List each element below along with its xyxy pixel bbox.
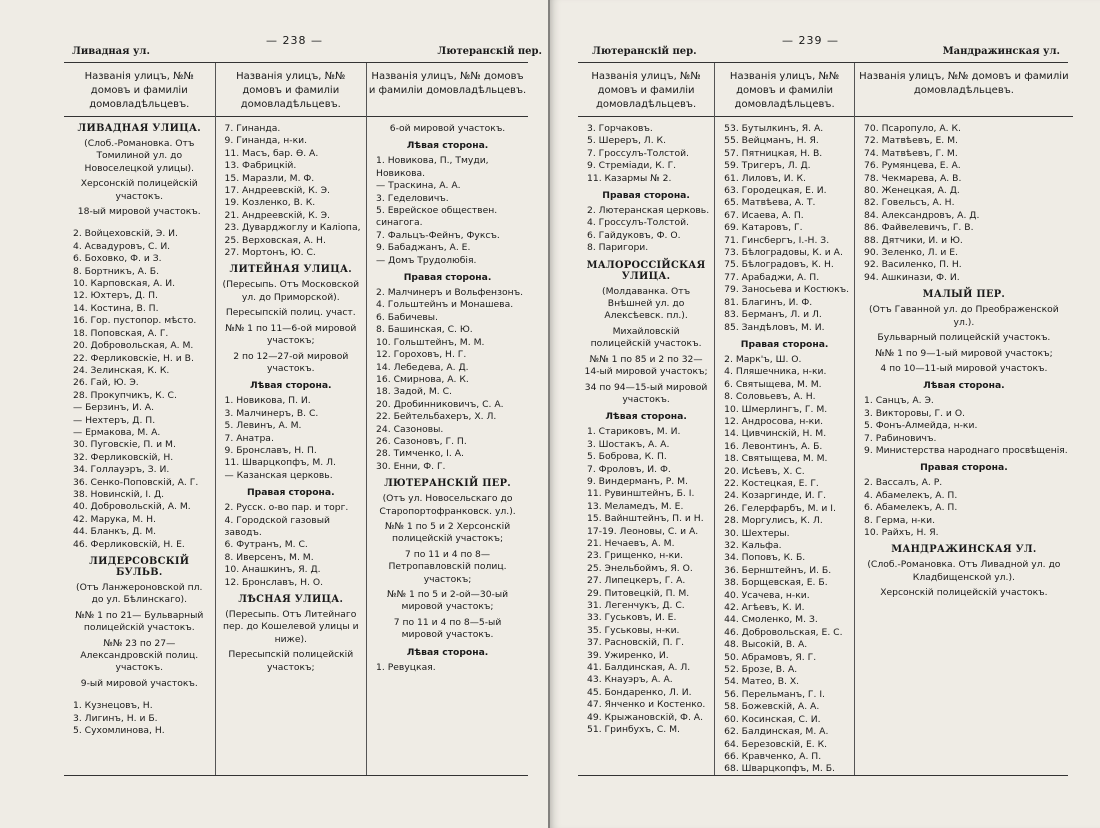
running-header (72, 46, 542, 57)
column (715, 63, 855, 775)
owner-entry: 56. Перельманъ, Г. І. (724, 688, 825, 700)
owner-entry: 16. Гор. пустопор. мѣсто. (73, 315, 197, 327)
owner-entry: 9. Гинанда, н-ки. (224, 135, 308, 147)
owner-entry: 4. Гольштейнъ и Монашева. (376, 299, 514, 311)
owner-entry: 62. Балдинская, М. А. (724, 726, 829, 738)
owner-entry: 81. Благинъ, И. Ф. (724, 296, 813, 308)
column (855, 63, 1073, 775)
owner-entry: 73. Бѣлоградовы, К. и А. (724, 247, 843, 259)
running-header-left: Ливадная ул. (72, 46, 150, 57)
owner-entry: 8. Герма, н-ки. (864, 514, 935, 526)
owner-entry: 28. Тимченко, І. А. (376, 448, 464, 460)
owner-entry: 54. Матео, В. Х. (724, 676, 800, 688)
owner-entry: 24. Зелинская, К. К. (73, 364, 170, 376)
owner-entry: 12. Андросова, н-ки. (724, 415, 824, 427)
owner-entry: 30. Шехтеры. (724, 527, 790, 539)
owner-entry: 60. Косинская, С. И. (724, 713, 821, 725)
column-header: Названія улицъ, №№ домовъ и фамиліи домовладѣльцевъ. (216, 63, 367, 117)
street-note: Бульварный полицейскій участокъ. (877, 332, 1051, 344)
owner-entry: 42. Марука, М. Н. (73, 513, 156, 525)
directory-table (64, 62, 528, 776)
owner-entry: 11. Рувинштейнъ, Б. І. (587, 488, 695, 500)
owner-entry: 14. Лебедева, А. Д. (376, 361, 469, 373)
owner-entry: 34. Голлауэръ, З. И. (73, 464, 170, 476)
owner-entry: 83. Берманъ, Л. и Л. (724, 309, 822, 321)
owner-entry: 9. Стреміади, К. Г. (587, 160, 677, 172)
owner-entry: 79. Заносьева и Костюкъ. (724, 284, 850, 296)
owner-entry: 38. Борщевская, Е. Б. (724, 577, 828, 589)
street-heading: ЛѢСНАЯ УЛИЦА. (238, 594, 344, 605)
side-heading: Правая сторона. (740, 338, 829, 350)
owner-entry: 19. Козленко, В. К. (224, 197, 316, 209)
owner-entry: 2. Лютеранская церковь. (587, 205, 710, 217)
street-note: Херсонскій полицейскій участокъ. (880, 587, 1048, 599)
column-header: Названія улицъ, №№ домовъ и фамиліи домовладѣльцевъ. (64, 63, 215, 117)
owner-entry: 36. Бернштейнъ, И. Б. (724, 564, 832, 576)
column-content (69, 123, 210, 737)
owner-entry: 12. Юхтеръ, Д. П. (73, 290, 158, 302)
owner-entry: 84. Александровъ, А. Д. (864, 209, 980, 221)
owner-entry: 70. Псаропуло, А. К. (864, 123, 961, 134)
street-note: (Пересыпь. Отъ Московской ул. до Приморской). (222, 279, 360, 303)
side-heading: Лѣвая сторона. (406, 646, 489, 658)
owner-entry: 4. Пляшечника, н-ки. (724, 366, 827, 378)
owner-entry: 5. Сухомлинова, Н. (73, 725, 165, 737)
owner-entry: 90. Зеленко, Л. и Е. (864, 247, 959, 259)
street-note: 7 по 11 и 4 по 8—5-ый мировой участокъ. (393, 616, 502, 641)
owner-entry: 46. Ферликовскій, Н. Е. (73, 538, 185, 550)
owner-entry: 10. Карповская, А. И. (73, 278, 176, 290)
owner-entry: 76. Румянцева, Е. А. (864, 160, 961, 172)
page-number: — 238 — (266, 34, 323, 47)
owner-entry: 7. Фальцъ-Фейнъ, Фуксъ. (376, 229, 500, 241)
owner-entry: 40. Добровольскій, А. М. (73, 501, 191, 513)
street-note: (Пересыпь. Отъ Литейнаго пер. до Кошелевой улицы и ниже). (222, 609, 359, 645)
owner-entry: 30. Енни, Ф. Г. (376, 460, 446, 472)
owner-entry: 7. Рабиновичъ. (864, 432, 937, 444)
owner-entry: 64. Березовскій, Е. К. (724, 738, 828, 750)
owner-entry: 22. Ферликовскіе, Н. и В. (73, 352, 194, 364)
street-note: №№ 23 по 27—Александровскій полиц. участокъ. (80, 637, 199, 674)
owner-entry: 46. Добровольская, Е. С. (724, 626, 843, 638)
right-page (550, 0, 1100, 828)
owner-entry: 3. Викторовы, Г. и О. (864, 407, 965, 419)
owner-entry: 66. Кравченко, А. П. (724, 750, 822, 762)
owner-entry: 18. Задой, М. С. (376, 386, 452, 398)
owner-entry: 38. Новинскій, І. Д. (73, 488, 165, 500)
owner-entry: 2. Войцеховскій, Э. И. (73, 228, 178, 240)
owner-entry: 18. Поповская, А. Г. (73, 327, 169, 339)
street-note: (Отъ Ланжероновской пл. до ул. Бѣлинскаго). (76, 582, 203, 606)
owner-entry: 12. Бронславъ, Н. О. (224, 576, 324, 588)
owner-entry: — Ермакова, М. А. (73, 426, 161, 438)
owner-entry: 22. Костецкая, Е. Г. (724, 477, 819, 489)
column-content (372, 123, 523, 674)
side-heading: Лѣвая сторона. (406, 140, 489, 152)
owner-entry: 2. Вассалъ, А. Р. (864, 477, 943, 489)
owner-entry: 75. Бѣлоградовъ, К. Н. (724, 259, 834, 271)
owner-entry: 44. Бланкъ, Д. М. (73, 526, 157, 538)
owner-entry: 20. Исѣевъ, Х. С. (724, 465, 805, 477)
street-note: (Отъ Гаванной ул. до Преображенской ул.). (869, 304, 1059, 328)
owner-entry: 57. Пятницкая, Н. В. (724, 147, 823, 159)
owner-entry: 21. Нечаевъ, А. М. (587, 537, 675, 549)
owner-entry: 16. Левонтинъ, А. Б. (724, 440, 823, 452)
side-heading: Лѣвая сторона. (250, 380, 332, 392)
owner-entry: 41. Балдинская, А. Л. (587, 662, 691, 674)
owner-entry: 80. Женецкая, А. Д. (864, 185, 960, 197)
owner-entry: 43. Кнауэръ, А. А. (587, 674, 673, 686)
owner-entry: 14. Цивчинскій, Н. М. (724, 428, 827, 440)
owner-entry: заводъ. (224, 526, 262, 538)
street-heading: ЛЮТЕРАНСКІЙ ПЕР. (384, 478, 511, 490)
street-note: 4 по 10—11-ый мировой участокъ. (880, 362, 1048, 374)
column-header: Названія улицъ, №№ домовъ и фамиліи домовладѣльцевъ. (715, 63, 854, 117)
street-note: (Молдаванка. Отъ Внѣшней ул. до Алексѣевск. пл.). (602, 285, 691, 322)
owner-entry: 40. Усачева, н-ки. (724, 589, 810, 601)
owner-entry: 68. Шварцкопфъ, М. Б. (724, 763, 835, 775)
owner-entry: 6. Гайдуковъ, Ф. О. (587, 229, 681, 241)
owner-entry: 27. Мортонъ, Ю. С. (224, 247, 316, 259)
running-header-right: Лютеранскій пер. (437, 46, 542, 57)
owner-entry: 8. Иверсенъ, М. М. (224, 551, 314, 563)
spacer (69, 693, 210, 700)
owner-entry: 61. Лиловъ, И. К. (724, 172, 806, 184)
street-note: №№ 1 по 11—6-ой мировой участокъ; (225, 322, 357, 347)
owner-entry: 77. Арабаджи, А. П. (724, 271, 820, 283)
street-note: 6-ой мировой участокъ. (389, 123, 506, 134)
owner-entry: 3. Горчаковъ. (587, 123, 653, 134)
owner-entry: 24. Козаргинде, И. Г. (724, 490, 827, 502)
column (64, 63, 216, 775)
owner-entry: 22. Бейтельбахеръ, Х. Л. (376, 411, 497, 423)
owner-entry: 10. Анашкинъ, Я. Д. (224, 564, 321, 576)
side-heading: Правая сторона. (602, 190, 690, 202)
owner-entry: 34. Поповъ, К. Б. (724, 552, 806, 564)
owner-entry: 26. Гелерфарбъ, М. и І. (724, 502, 836, 514)
owner-entry: 2. Русск. о-во пар. и торг. (224, 502, 349, 514)
owner-entry: 92. Василенко, П. Н. (864, 259, 962, 271)
owner-entry: 36. Сенко-Поповскій, А. Г. (73, 476, 199, 488)
owner-entry: 7. Фроловъ, И. Ф. (587, 463, 671, 475)
owner-entry: 6. Бабичевы. (376, 311, 438, 323)
owner-entry: 6. Абамелекъ, А. П. (864, 502, 958, 514)
column (578, 63, 715, 775)
street-note: Михайловскій полицейскій участокъ. (590, 325, 702, 350)
street-heading: МАНДРАЖИНСКАЯ УЛ. (891, 544, 1037, 556)
column-content (583, 123, 709, 736)
owner-entry: 20. Дробинниковичъ, С. А. (376, 398, 504, 410)
owner-entry: 52. Брозе, В. А. (724, 664, 798, 676)
side-heading: Лѣвая сторона. (605, 411, 687, 423)
owner-entry: 1. Стариковъ, М. И. (587, 426, 681, 438)
owner-entry: 47. Янченко и Костенко. (587, 699, 706, 711)
owner-entry: — Траскина, А. А. (376, 180, 461, 192)
street-note: 9-ый мировой участокъ. (80, 677, 198, 689)
column-header: Названія улицъ, №№ домовъ и фамиліи домовладѣльцевъ. (367, 63, 528, 117)
owner-entry: 13. Фабрицкій. (224, 160, 297, 172)
owner-entry: 82. Говельсъ, А. Н. (864, 197, 955, 209)
owner-entry: 28. Прокупчикъ, К. С. (73, 389, 177, 401)
owner-entry: Новикова. (376, 167, 426, 179)
owner-entry: 32. Ферликовскій, Н. (73, 451, 174, 463)
owner-entry: 26. Гай, Ю. Э. (73, 377, 139, 389)
street-note: 18-ый мировой участокъ. (77, 206, 201, 218)
owner-entry: 31. Легенчукъ, Д. С. (587, 600, 685, 611)
owner-entry: 1. Новикова, П., Тмуди, (376, 155, 489, 167)
street-heading: МАЛЫЙ ПЕР. (922, 289, 1006, 301)
owner-entry: 7. Гинанда. (224, 123, 281, 134)
owner-entry: 15. Вайнштейнъ, П. и Н. (587, 513, 704, 525)
owner-entry: 45. Бондаренко, Л. И. (587, 686, 692, 698)
owner-entry: 1. Ревуцкая. (376, 661, 436, 673)
owner-entry: 7. Анатра. (224, 432, 274, 444)
owner-entry: 4. Гроссулъ-Толстой. (587, 217, 689, 229)
owner-entry: 4. Городской газовый (224, 514, 330, 526)
street-note: №№ 1 по 9—1-ый мировой участокъ; (875, 347, 1053, 359)
owner-entry: 5. Левинъ, А. М. (224, 420, 302, 432)
directory-table (578, 62, 1068, 776)
owner-entry: 10. Гольштейнъ, М. М. (376, 336, 485, 348)
owner-entry: 72. Матвѣевъ, Е. М. (864, 135, 958, 147)
column-header: Названія улицъ, №№ домовъ и фамиліи домовладѣльцевъ. (855, 63, 1073, 117)
street-note: (Отъ ул. Новосельскаго до Старопортофранковск. ул.). (379, 493, 516, 517)
owner-entry: 58. Божевскій, А. А. (724, 701, 820, 713)
side-heading: Лѣвая сторона. (923, 380, 1005, 392)
owner-entry: 5. Фонъ-Алмейда, н-ки. (864, 420, 978, 432)
street-note: №№ 1 по 85 и 2 по 32— 14-ый мировой участокъ; (584, 353, 708, 378)
owner-entry: 86. Файвелевичъ, Г. В. (864, 222, 974, 234)
street-note: №№ 1 по 21— Бульварный полицейскій участокъ. (75, 609, 204, 634)
column-content (221, 123, 362, 674)
owner-entry: 6. Боховко, Ф. и З. (73, 253, 162, 265)
owner-entry: 11. Казармы № 2. (587, 172, 672, 184)
owner-entry: 17. Андреевскій, К. Э. (224, 185, 330, 197)
owner-entry: 42. Агѣевъ, К. И. (724, 602, 805, 614)
owner-entry: 30. Пуговскіе, П. и М. (73, 439, 176, 451)
owner-entry: 10. Райхъ, Н. Я. (864, 526, 939, 538)
owner-entry: 5. Еврейское обществен. (376, 205, 498, 217)
owner-entry: 44. Смоленко, М. З. (724, 614, 818, 626)
owner-entry: 35. Гуськовы, н-ки. (587, 624, 680, 636)
owner-entry: 50. Абрамовъ, Я. Г. (724, 651, 817, 663)
owner-entry: 21. Андреевскій, К. Э. (224, 209, 330, 221)
owner-entry: 65. Матвѣева, А. Т. (724, 197, 816, 209)
owner-entry: 1. Санцъ, А. Э. (864, 395, 934, 407)
owner-entry: 59. Тригеръ, Л. Д. (724, 160, 811, 172)
spacer (69, 221, 210, 228)
owner-entry: 85. Зандѣловъ, М. И. (724, 321, 825, 333)
owner-entry: 9. Бронславъ, Н. П. (224, 444, 317, 456)
owner-entry: 74. Матвѣевъ, Г. М. (864, 147, 958, 159)
column-content (720, 123, 849, 776)
owner-entry: 8. Паригори. (587, 242, 649, 254)
owner-entry: 29. Питовецкій, П. М. (587, 587, 690, 599)
owner-entry: 25. Верховская, А. Н. (224, 234, 326, 246)
owner-entry: 8. Башинская, С. Ю. (376, 324, 473, 336)
owner-entry: 3. Шостакъ, А. А. (587, 438, 670, 450)
owner-entry: 1. Кузнецовъ, Н. (73, 700, 153, 712)
owner-entry: 6. Святыщева, М. М. (724, 378, 822, 390)
owner-entry: 37. Расновскій, П. Г. (587, 637, 685, 649)
owner-entry: 17-19. Леоновы, С. и А. (587, 525, 699, 537)
owner-entry: 33. Гуськовъ, И. Е. (587, 612, 677, 624)
owner-entry: 88. Дятчики, И. и Ю. (864, 234, 963, 246)
owner-entry: 2. Марк'ъ, Ш. О. (724, 353, 802, 365)
owner-entry: — Домъ Трудолюбія. (376, 254, 477, 266)
street-note: (Слоб.-Романовка. Отъ Ливадной ул. до Кладбищенской ул.). (867, 559, 1061, 583)
owner-entry: — Берзинъ, И. А. (73, 402, 155, 414)
owner-entry: 23. Дуварджоглу и Калiопа, (224, 222, 361, 234)
column-header: Названія улицъ, №№ домовъ и фамиліи домовладѣльцевъ. (578, 63, 714, 117)
column (216, 63, 368, 775)
owner-entry: 53. Бутылкинъ, Я. А. (724, 123, 824, 134)
street-heading: ЛИДЕРСОВСКІЙ БУЛЬВ. (89, 556, 190, 578)
owner-entry: 18. Святыщева, М. М. (724, 453, 828, 465)
owner-entry: 23. Грищенко, н-ки. (587, 550, 684, 562)
owner-entry: 49. Крыжановскій, Ф. А. (587, 711, 704, 723)
owner-entry: 13. Меламедъ, М. Е. (587, 500, 684, 512)
side-heading: Правая сторона. (246, 487, 335, 499)
street-note: 7 по 11 и 4 по 8—Петропавловскій полиц. участокъ; (388, 548, 507, 585)
owner-entry: 4. Асвадуровъ, С. И. (73, 240, 171, 252)
owner-entry: 94. Ашкинази, Ф. И. (864, 271, 960, 283)
owner-entry: 32. Кальфа. (724, 540, 782, 551)
running-header-left: Лютеранскій пер. (592, 46, 697, 57)
side-heading: Правая сторона. (920, 462, 1008, 474)
column (367, 63, 528, 775)
owner-entry: 55. Вейцманъ, Н. Я. (724, 135, 819, 147)
owner-entry: 3. Лигинъ, Н. и Б. (73, 712, 158, 724)
owner-entry: 14. Костина, В. П. (73, 302, 159, 314)
owner-entry: 20. Добровольская, А. М. (73, 340, 194, 352)
owner-entry: 25. Энельбоймъ, Я. О. (587, 562, 693, 574)
street-note: 34 по 94—15-ый мировой участокъ. (584, 381, 708, 405)
owner-entry: 4. Абамелекъ, А. П. (864, 489, 958, 501)
owner-entry: 11. Масъ, бар. Ѳ. А. (224, 147, 319, 159)
street-note: (Слоб.-Романовка. Отъ Томилиной ул. до Новоселецкой улицы). (84, 138, 195, 174)
owner-entry: 1. Новикова, П. И. (224, 395, 311, 407)
owner-entry: 5. Шереръ, Л. К. (587, 135, 667, 147)
street-note: Пересыпскій полиц. участ. (225, 307, 356, 319)
owner-entry: 6. Футранъ, М. С. (224, 539, 308, 551)
owner-entry: 5. Боброва, К. П. (587, 451, 667, 463)
owner-entry: 24. Сазоновы. (376, 423, 444, 435)
owner-entry: 11. Шварцкопфъ, М. Л. (224, 457, 336, 469)
owner-entry: 63. Городецкая, Е. И. (724, 185, 827, 197)
owner-entry: 67. Исаева, А. П. (724, 209, 804, 221)
owner-entry: синагога. (376, 217, 423, 229)
owner-entry: 7. Гроссулъ-Толстой. (587, 147, 689, 159)
owner-entry: 51. Гринбухъ, С. М. (587, 724, 680, 736)
owner-entry: — Казанская церковь. (224, 469, 333, 481)
street-heading: ЛИВАДНАЯ УЛИЦА. (77, 123, 201, 134)
street-heading: ЛИТЕЙНАЯ УЛИЦА. (229, 264, 352, 276)
owner-entry: 2. Малчинеръ и Вольфензонъ. (376, 287, 523, 299)
owner-entry: 9. Бабаджанъ, А. Е. (376, 242, 471, 254)
page-number: — 239 — (782, 34, 839, 47)
column-content (860, 123, 1068, 600)
street-note: Херсонскій полицейскій участокъ. (80, 178, 198, 202)
owner-entry: 3. Геделовичъ. (376, 192, 449, 204)
owner-entry: 26. Сазоновъ, Г. П. (376, 435, 467, 447)
owner-entry: 48. Высокій, В. А. (724, 639, 808, 651)
owner-entry: 27. Липецкеръ, Г. А. (587, 575, 686, 587)
street-heading: МАЛОРОССІЙСКАЯ УЛИЦА. (586, 259, 706, 282)
owner-entry: 8. Бортникъ, А. Б. (73, 265, 160, 277)
owner-entry: 10. Шмерлингъ, Г. М. (724, 403, 828, 415)
owner-entry: 28. Моргулисъ, К. Л. (724, 515, 823, 527)
owner-entry: 3. Малчинеръ, В. С. (224, 407, 319, 419)
owner-entry: 9. Министерства народнаго просвѣщенія. (864, 444, 1068, 456)
side-heading: Правая сторона. (403, 272, 492, 284)
street-note: 2 по 12—27-ой мировой участокъ. (233, 350, 349, 374)
owner-entry: 78. Чекмарева, А. В. (864, 172, 962, 184)
owner-entry: 16. Смирнова, А. К. (376, 373, 469, 385)
running-header-right: Мандражинская ул. (942, 46, 1060, 57)
owner-entry: 71. Гинсбергъ, І.-Н. З. (724, 234, 830, 246)
owner-entry: 9. Виндерманъ, Р. М. (587, 475, 688, 487)
street-note: №№ 1 по 5 и 2 Херсонскій полицейскій участокъ; (384, 520, 511, 545)
street-note: №№ 1 по 5 и 2-ой—30-ый мировой участокъ; (386, 589, 509, 613)
owner-entry: 39. Ужиренко, И. (587, 649, 669, 661)
running-header (592, 46, 1060, 57)
street-note: Пересыпскій полицейскій участокъ; (228, 649, 354, 673)
owner-entry: 12. Гороховъ, Н. Г. (376, 349, 467, 361)
owner-entry: 15. Маразли, М. Ф. (224, 172, 315, 184)
owner-entry: — Нехтеръ, Д. П. (73, 414, 156, 426)
owner-entry: 8. Соловьевъ, А. Н. (724, 391, 816, 403)
owner-entry: 69. Катаровъ, Г. (724, 222, 803, 234)
